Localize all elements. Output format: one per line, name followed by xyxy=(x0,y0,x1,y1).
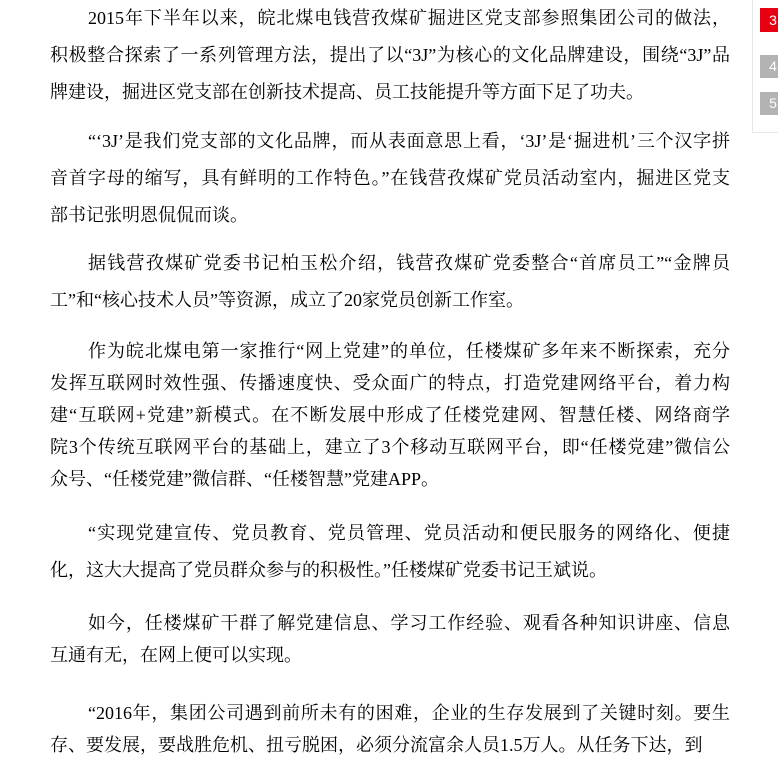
text-line: 音首字母的缩写，具有鲜明的工作特色。”在钱营孜煤矿党员活动室内，掘进区党支 xyxy=(50,168,730,188)
paragraph xyxy=(50,335,730,495)
paragraph xyxy=(50,607,730,671)
text-line: 化，这大大提高了党员群众参与的积极性。”任楼煤矿党委书记王斌说。 xyxy=(50,560,607,580)
paragraph xyxy=(50,245,730,319)
text-line: 牌建设，掘进区党支部在创新技术提高、员工技能提升等方面下足了功夫。 xyxy=(50,82,644,102)
pager-button-5[interactable]: 5 xyxy=(760,92,778,115)
text-line: “‘3J’是我们党支部的文化品牌，而从表面意思上看，‘3J’是‘掘进机’三个汉字拼 xyxy=(88,131,730,151)
text-line: 发挥互联网时效性强、传播速度快、受众面广的特点，打造党建网络平台，着力构 xyxy=(50,373,730,393)
text-line: 积极整合探索了一系列管理方法，提出了以“3J”为核心的文化品牌建设，围绕“3J”品 xyxy=(50,45,730,65)
text-line: 2015年下半年以来，皖北煤电钱营孜煤矿掘进区党支部参照集团公司的做法， xyxy=(88,8,730,28)
paragraph xyxy=(50,697,730,759)
text-line: 如今，任楼煤矿干群了解党建信息、学习工作经验、观看各种知识讲座、信息 xyxy=(88,613,730,633)
text-line: 院3个传统互联网平台的基础上，建立了3个移动互联网平台，即“任楼党建”微信公 xyxy=(50,437,730,457)
text-line: 互通有无，在网上便可以实现。 xyxy=(50,645,302,665)
pager-button-4[interactable]: 4 xyxy=(760,55,778,78)
text-line: 存、要发展，要战胜危机、扭亏脱困，必须分流富余人员1.5万人。从任务下达，到 xyxy=(50,735,703,755)
paragraph xyxy=(50,515,730,589)
pager-panel xyxy=(752,0,778,133)
paragraph xyxy=(50,123,730,234)
text-line: “实现党建宣传、党员教育、党员管理、党员活动和便民服务的网络化、便捷 xyxy=(88,523,730,543)
text-line: 工”和“核心技术人员”等资源，成立了20家党员创新工作室。 xyxy=(50,290,524,310)
text-line: 建“互联网+党建”新模式。在不断发展中形成了任楼党建网、智慧任楼、网络商学 xyxy=(50,405,730,425)
pager-button-3[interactable]: 3 xyxy=(760,8,778,32)
text-line: 部书记张明恩侃侃而谈。 xyxy=(50,205,248,225)
text-line: 众号、“任楼党建”微信群、“任楼智慧”党建APP。 xyxy=(50,469,439,489)
paragraph xyxy=(50,0,730,111)
text-line: 据钱营孜煤矿党委书记柏玉松介绍，钱营孜煤矿党委整合“首席员工”“金牌员 xyxy=(88,253,730,273)
text-line: 作为皖北煤电第一家推行“网上党建”的单位，任楼煤矿多年来不断探索，充分 xyxy=(88,341,730,361)
article-body xyxy=(50,0,730,759)
text-line: “2016年，集团公司遇到前所未有的困难，企业的生存发展到了关键时刻。要生 xyxy=(88,703,730,723)
